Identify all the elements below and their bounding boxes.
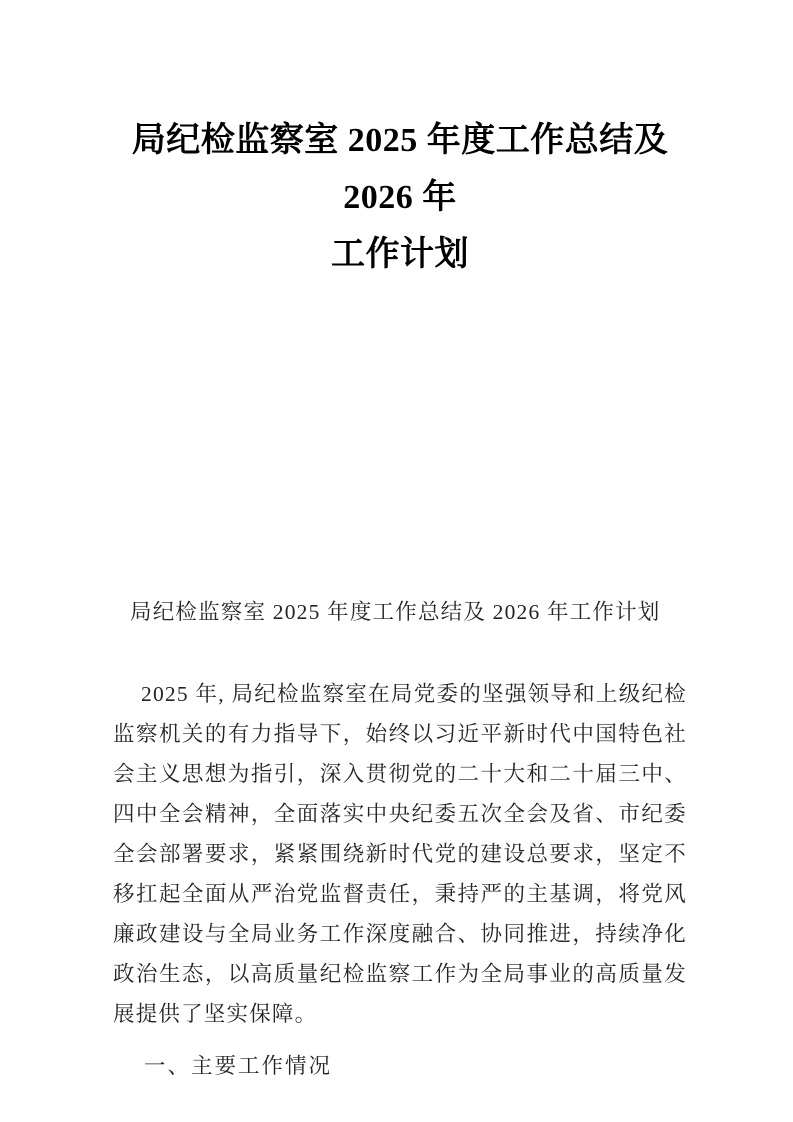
- document-title-line2: 工作计划: [331, 236, 469, 273]
- document-title: [113, 0, 687, 283]
- section-heading-main-work: 一、主要工作情况: [144, 1054, 333, 1078]
- document-title-line1: 局纪检监察室 2025 年度工作总结及 2026 年: [131, 122, 669, 216]
- document-subtitle: 局纪检监察室 2025 年度工作总结及 2026 年工作计划: [130, 600, 661, 624]
- intro-paragraph: 2025 年, 局纪检监察室在局党委的坚强领导和上级纪检监察机关的有力指导下，始终以习近平新时代中国特色社会主义思想为指引，深入贯彻党的二十大和二十届三中、四中全会精神，全面落实中央纪委五次全会及省、市纪委全会部署要求，紧紧围绕新时代党的建设总要求，坚定不移扛起全面从严治党监督责任，秉持严的主基调，将党风廉政建设与全局业务工作深度融合、协同推进，持续净化政治生态，以高质量纪检监察工作为全局事业的高质量发展提供了坚实保障。: [113, 682, 687, 1026]
